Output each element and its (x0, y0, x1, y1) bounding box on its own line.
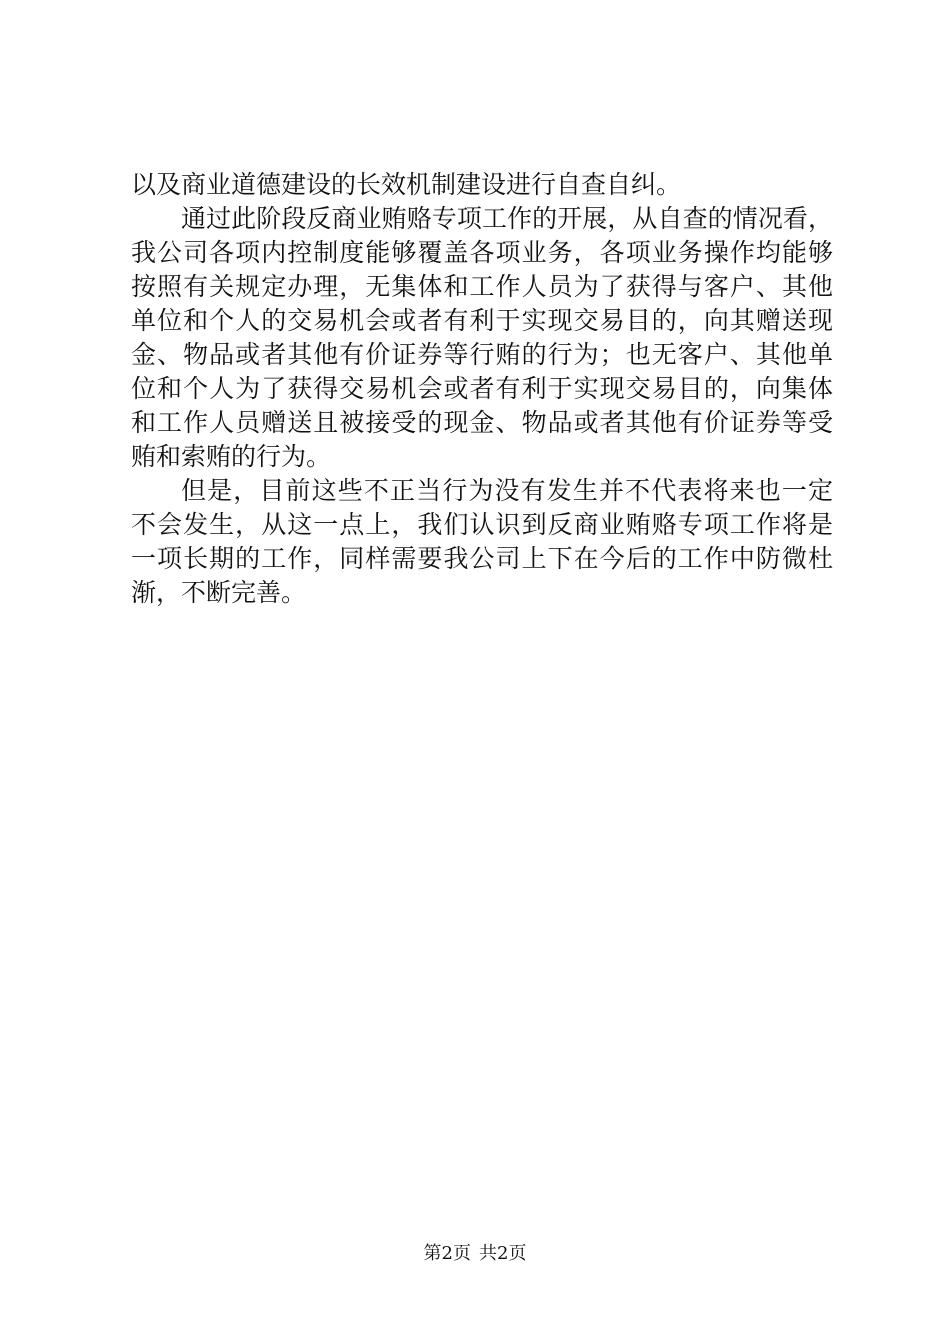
page-footer (0, 1239, 950, 1265)
paragraph-line: 通过此阶段反商业贿赂专项工作的开展，从自查的情况看， (181, 204, 833, 233)
page-total: 共2页 (479, 1243, 527, 1264)
paragraph-line: 按照有关规定办理，无集体和工作人员为了获得与客户、其他 (131, 272, 833, 301)
page-number: 第2页 (423, 1243, 471, 1264)
paragraph-line: 金、物品或者其他有价证券等行贿的行为；也无客户、其他单 (131, 340, 833, 369)
paragraph-line: 一项长期的工作，同样需要我公司上下在今后的工作中防微杜 (131, 544, 833, 573)
paragraph-line: 但是，目前这些不正当行为没有发生并不代表将来也一定 (181, 476, 833, 505)
paragraph-line: 单位和个人的交易机会或者有利于实现交易目的，向其赠送现 (131, 306, 833, 335)
document-body (131, 168, 833, 610)
paragraph-line: 和工作人员赠送且被接受的现金、物品或者其他有价证券等受 (131, 408, 833, 437)
paragraph-line: 我公司各项内控制度能够覆盖各项业务，各项业务操作均能够 (131, 238, 833, 267)
paragraph-line: 贿和索贿的行为。 (131, 442, 332, 471)
paragraph-line: 以及商业道德建设的长效机制建设进行自查自纠。 (131, 170, 682, 199)
paragraph-line: 不会发生，从这一点上，我们认识到反商业贿赂专项工作将是 (131, 510, 833, 539)
paragraph-line: 位和个人为了获得交易机会或者有利于实现交易目的，向集体 (131, 374, 833, 403)
paragraph-line: 渐，不断完善。 (131, 578, 307, 607)
